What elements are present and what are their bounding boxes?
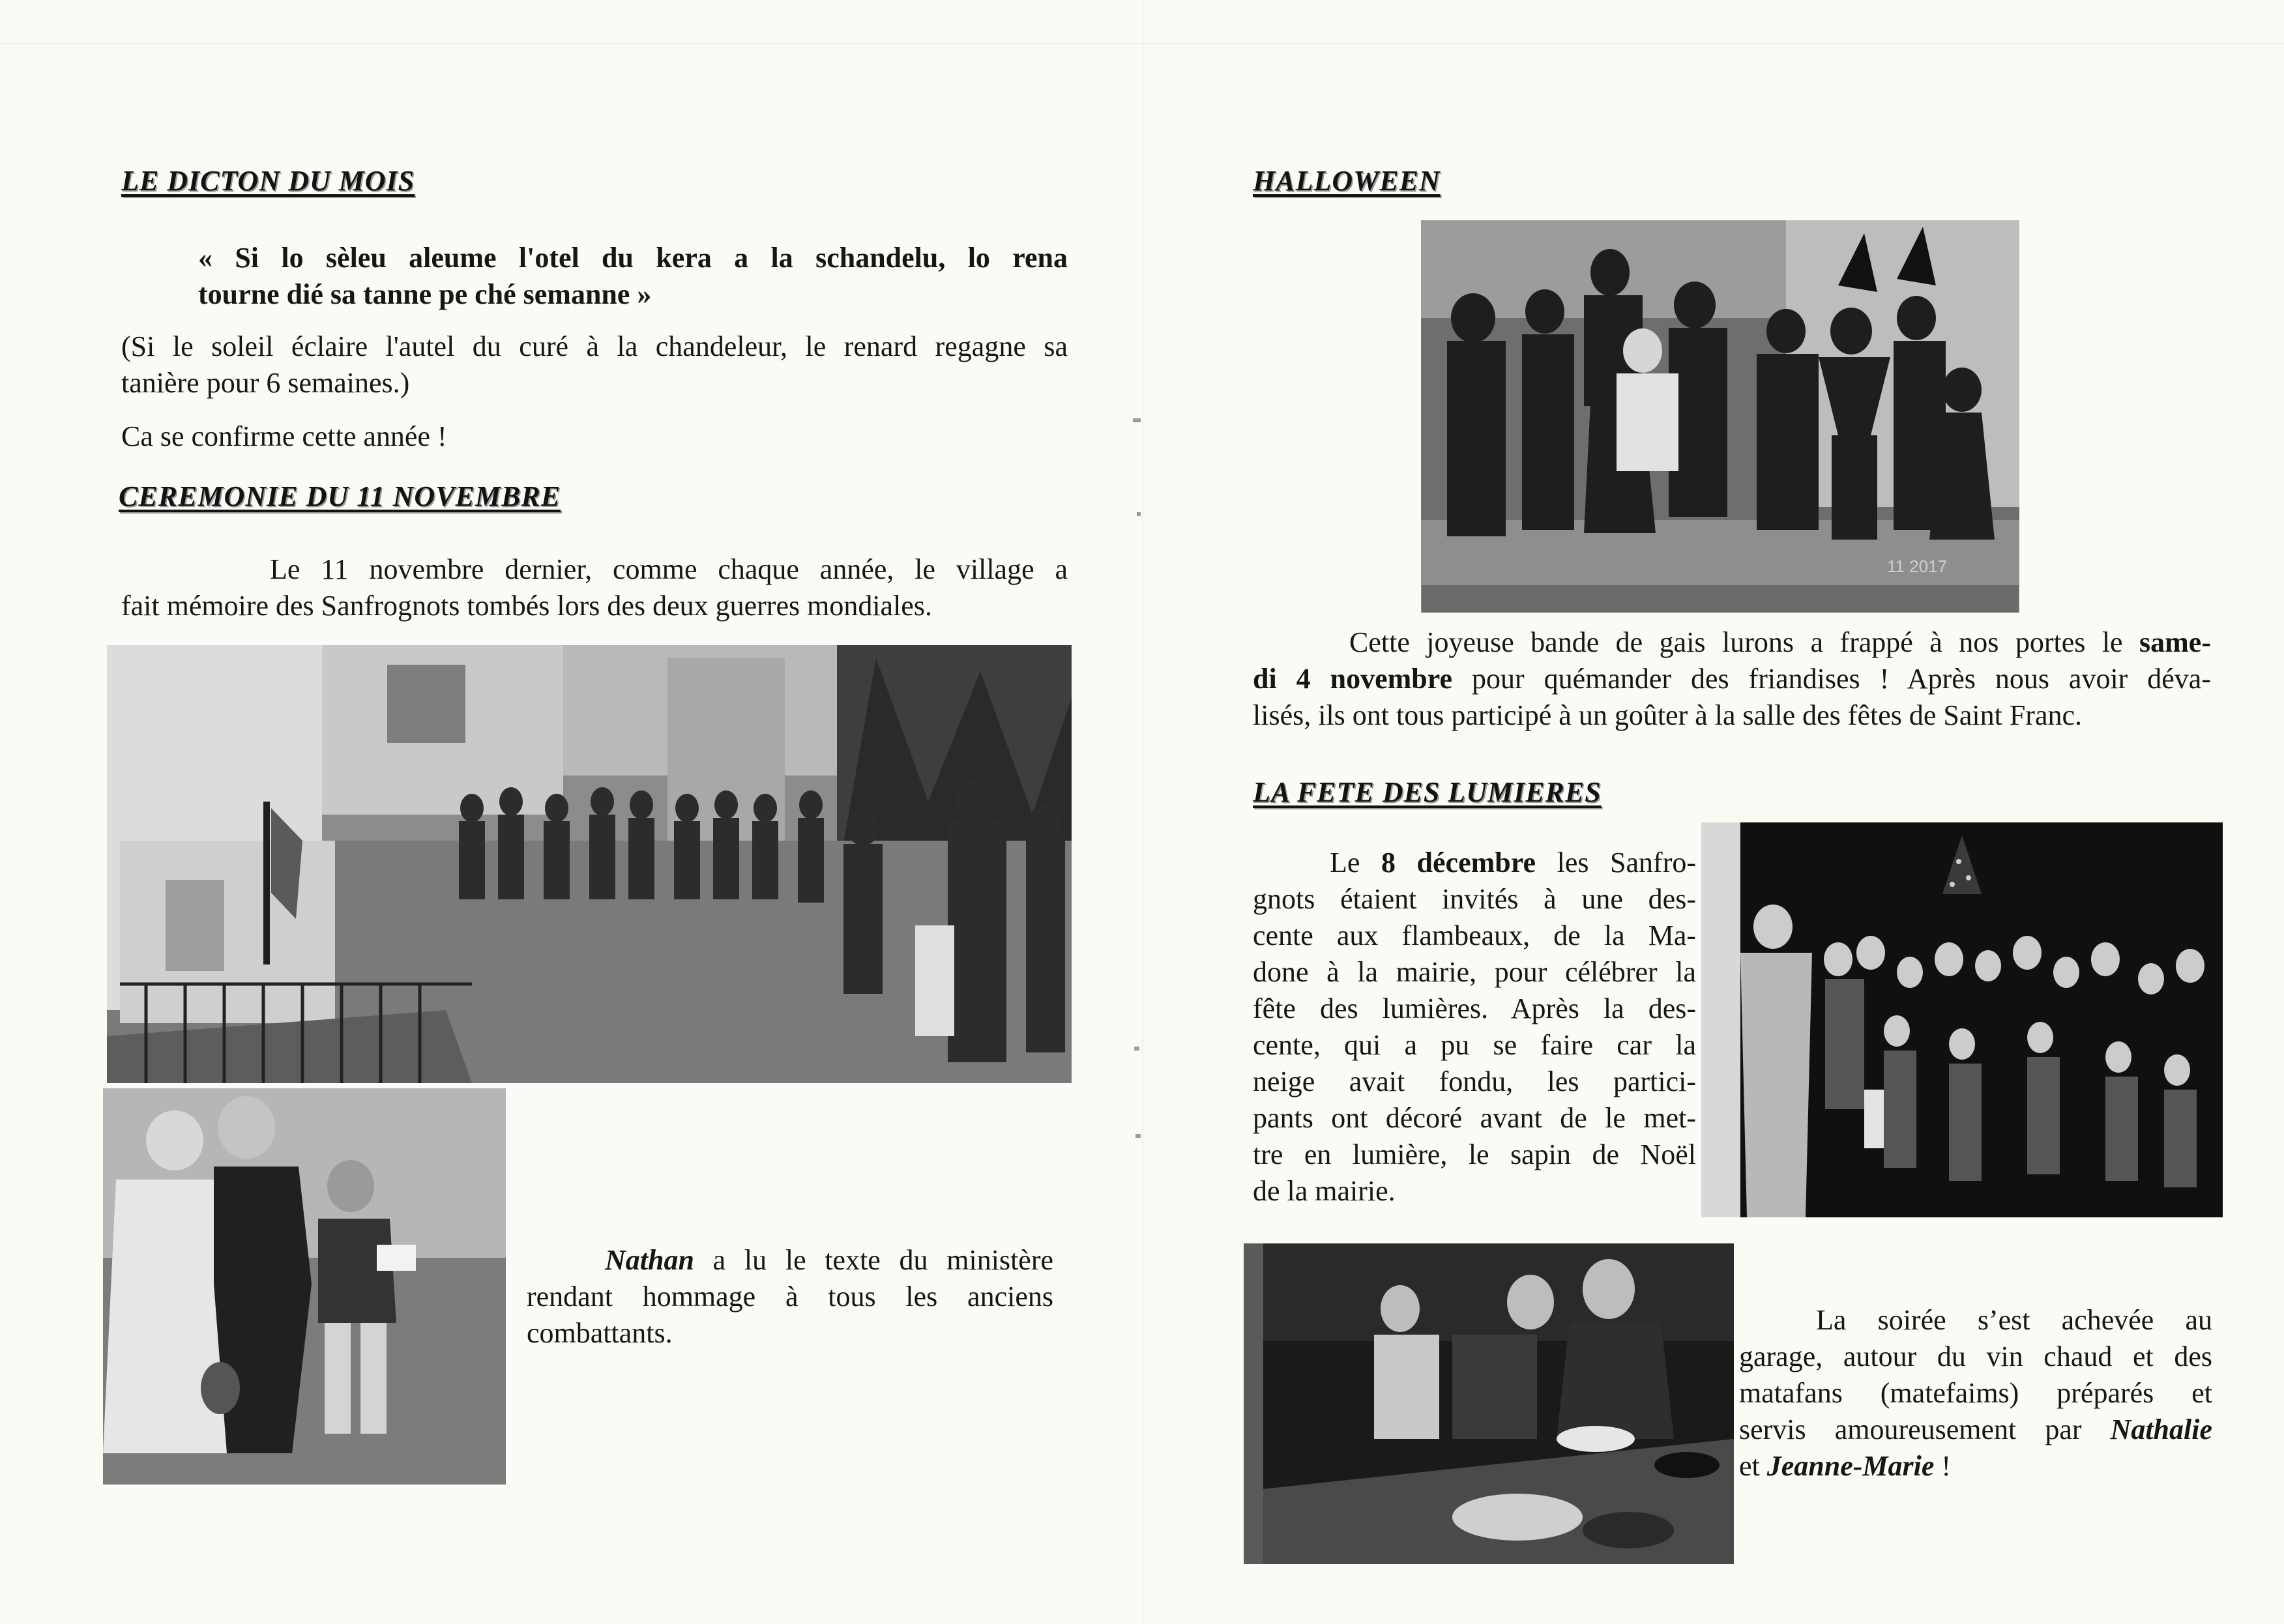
halloween-photo-stamp: 11 2017 (1887, 557, 1948, 576)
soiree-text (1739, 1302, 2212, 1485)
scan-mark (1133, 418, 1141, 422)
soiree-text-part: et (1739, 1450, 1767, 1482)
halloween-text (1253, 624, 2211, 734)
soiree-line (1739, 1448, 2212, 1485)
dicton-confirm: Ca se confirme cette année ! (121, 420, 447, 452)
ceremonie-line: Le 11 novembre dernier, comme chaque année, le village a (270, 553, 1068, 585)
page-gutter (1142, 0, 1143, 1624)
lumieres-photo-image (1701, 822, 2223, 1217)
dicton-translation-line: (Si le soleil éclaire l'autel du curé à la chandeleur, le renard regagne sa (121, 330, 1068, 362)
scan-edge-line (0, 43, 2284, 44)
ceremonie-line: fait mémoire des Sanfrognots tombés lors des deux guerres mondiales. (121, 590, 932, 622)
ceremony-photo-image (107, 645, 1072, 1083)
jeanne-marie-name: Jeanne-Marie (1766, 1450, 1935, 1482)
soiree-line: garage, autour du vin chaud et des (1739, 1341, 2212, 1372)
nathalie-name: Nathalie (2110, 1414, 2212, 1445)
lumieres-line: neige avait fondu, les partici- (1253, 1066, 1696, 1097)
halloween-line (1253, 624, 2211, 661)
halloween-date-part: same- (2139, 626, 2211, 658)
halloween-photo (1421, 220, 2019, 613)
scan-mark (1134, 1047, 1139, 1051)
ceremony-photo (107, 645, 1072, 1083)
nathan-name: Nathan (605, 1244, 694, 1276)
lumieres-line: gnots étaient invités à une des- (1253, 883, 1696, 915)
dicton-quote (198, 240, 1068, 313)
dicton-heading: LE DICTON DU MOIS (121, 165, 415, 197)
halloween-line: lisés, ils ont tous participé à un goûter à la salle des fêtes de Saint Franc. (1253, 699, 2083, 731)
lumieres-line (1253, 845, 1696, 881)
halloween-text-part: Cette joyeuse bande de gais lurons a frappé à nos portes le (1349, 626, 2140, 658)
garage-photo-image (1244, 1243, 1734, 1564)
lumieres-line: cente aux flambeaux, de la Ma- (1253, 920, 1696, 951)
nathan-caption-line (527, 1242, 1053, 1279)
soiree-line: matafans (matefaims) préparés et (1739, 1377, 2212, 1409)
soiree-line (1739, 1412, 2212, 1448)
nathan-caption-text: a lu le texte du ministère (694, 1244, 1053, 1276)
scan-mark (1135, 1134, 1141, 1138)
lumieres-line: de la mairie. (1253, 1175, 1396, 1207)
lumieres-line: fête des lumières. Après la des- (1253, 993, 1696, 1024)
lumieres-text-part: Le (1330, 847, 1381, 878)
halloween-heading: HALLOWEEN (1253, 165, 1441, 197)
dicton-quote-line: tourne dié sa tanne pe ché semanne » (198, 278, 652, 310)
lumieres-line: pants ont décoré avant de le met- (1253, 1102, 1696, 1134)
soiree-line: La soirée s’est achevée au (1816, 1304, 2212, 1336)
lumieres-text-part: les Sanfro- (1536, 847, 1696, 878)
nathan-caption-line: combattants. (527, 1317, 673, 1349)
lumieres-photo (1701, 822, 2223, 1217)
lumieres-line: cente, qui a pu se faire car la (1253, 1029, 1696, 1061)
dicton-translation-line: tanière pour 6 semaines.) (121, 367, 410, 399)
soiree-text-part: servis amoureusement par (1739, 1414, 2111, 1445)
halloween-line (1253, 661, 2211, 697)
lumieres-text (1253, 845, 1696, 1210)
nathan-photo-image (103, 1088, 506, 1485)
nathan-caption (527, 1242, 1053, 1352)
nathan-caption-line: rendant hommage à tous les anciens (527, 1281, 1053, 1312)
lumieres-line: done à la mairie, pour célébrer la (1253, 956, 1696, 988)
lumieres-date: 8 décembre (1381, 847, 1536, 878)
dicton-translation (121, 328, 1068, 401)
scan-mark (1137, 512, 1141, 516)
nathan-photo (103, 1088, 506, 1485)
halloween-text-part: pour quémander des friandises ! Après nous avoir déva- (1452, 663, 2211, 695)
lumieres-heading: LA FETE DES LUMIERES (1253, 776, 1602, 808)
lumieres-line: tre en lumière, le sapin de Noël (1253, 1138, 1696, 1170)
soiree-text-part: ! (1934, 1450, 1952, 1482)
halloween-photo-image (1421, 220, 2019, 613)
garage-photo (1244, 1243, 1734, 1564)
ceremonie-heading: CEREMONIE DU 11 NOVEMBRE (119, 480, 561, 512)
halloween-date: di 4 novembre (1253, 663, 1452, 695)
ceremonie-text (121, 551, 1068, 624)
dicton-quote-line: « Si lo sèleu aleume l'otel du kera a la schandelu, lo rena (198, 242, 1068, 274)
